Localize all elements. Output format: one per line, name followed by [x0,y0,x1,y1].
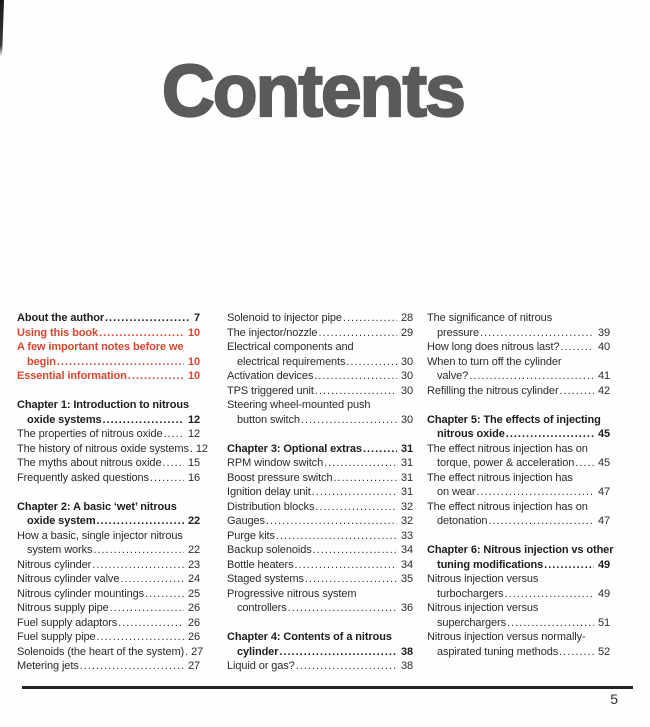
toc-entry-line: A few important notes before we [17,341,184,353]
toc-entry [17,659,200,674]
toc-entry [17,529,200,558]
toc-entry [227,326,413,341]
dot-leader [305,572,397,587]
toc-entry [17,442,208,457]
toc-entry-text: Solenoid to injector pipe [227,312,342,324]
toc-entry-line: The significance of nitrous [427,312,553,324]
toc-page-number: 41 [597,370,610,382]
toc-entry-line [227,384,413,399]
toc-entry-text: electrical requirements [237,355,346,368]
toc-page-number: 32 [400,515,413,527]
toc-entry [17,645,204,660]
toc-entry-line [427,384,610,399]
toc-entry [227,456,413,471]
dot-leader [476,485,594,500]
toc-entry-line [427,616,610,631]
toc-entry-line [17,543,200,558]
dot-leader [97,514,184,529]
toc-page-number: 7 [193,312,200,324]
toc-page-number: 15 [187,457,200,469]
toc-page-number: 34 [400,558,413,571]
toc-group [17,500,204,674]
toc-page-number: 45 [597,457,610,469]
dot-leader [57,355,184,370]
toc-entry [227,369,413,384]
toc-page-number: 35 [400,573,413,585]
toc-entry-text: Gauges [227,515,265,527]
toc-entry-text: Ignition delay unit [227,486,311,498]
toc-entry-line: Nitrous injection versus normally- [427,631,586,643]
dot-leader [128,369,184,384]
toc-entry-text: superchargers [437,616,507,629]
toc-column-1 [17,311,208,674]
dot-leader [163,427,183,442]
dot-leader [145,587,184,602]
toc-group [227,311,413,427]
toc-page-number: 16 [187,471,200,484]
toc-entry-line [227,514,413,529]
toc-entry-text: Staged systems [227,573,304,585]
toc-entry [427,500,610,529]
dot-leader [313,543,397,558]
toc-entry [427,384,610,399]
toc-entry [17,630,200,645]
toc-entry-text: Backup solenoids [227,544,312,556]
toc-entry-text: valve? [437,370,469,382]
dot-leader [105,311,190,326]
toc-entry-line [427,369,610,384]
toc-entry-line [427,558,610,573]
table-of-contents [17,311,614,674]
dot-leader [301,413,397,428]
toc-entry [227,514,413,529]
toc-page-number: 26 [187,602,200,614]
toc-entry [227,558,413,573]
toc-entry [17,471,200,486]
toc-page-number: 30 [400,413,413,426]
toc-entry [227,311,413,326]
toc-page-number: 47 [597,486,610,498]
toc-entry-text: TPS triggered unit [227,384,314,397]
toc-entry-line [227,326,413,341]
toc-entry-text: Chapter 3: Optional extras [227,442,362,455]
toc-entry [17,572,200,587]
toc-entry [227,340,413,369]
toc-entry-text: The injector/nozzle [227,326,318,339]
toc-page-number: 23 [187,558,200,571]
toc-page-number: 24 [187,573,200,585]
dot-leader [488,514,594,529]
dot-leader [266,514,397,529]
toc-column-3 [427,311,614,659]
toc-entry-line: The effect nitrous injection has on [427,500,588,513]
dot-leader [544,558,594,573]
toc-page-number: 27 [187,660,200,672]
toc-entry-line [17,442,208,457]
dot-leader [93,543,184,558]
dot-leader [190,442,192,457]
toc-page-number: 33 [400,529,413,542]
toc-entry-text: Bottle heaters [227,558,294,571]
dot-leader [560,340,594,355]
toc-entry [227,500,413,515]
toc-page-number: 42 [597,384,610,397]
toc-page-number: 26 [187,631,200,643]
toc-page-number: 10 [187,370,200,382]
toc-entry [17,369,200,384]
toc-chapter-entry [427,543,614,572]
toc-entry-text: Using this book [17,326,99,339]
toc-entry-line [227,485,413,500]
dot-leader [559,645,594,660]
toc-entry-text: Solenoids (the heart of the system) [17,645,185,658]
toc-entry-text: torque, power & acceleration [437,457,575,469]
toc-entry-line [427,340,610,355]
toc-entry-text: Fuel supply adaptors [17,616,118,629]
toc-entry-text: Nitrous cylinder mountings [17,587,145,600]
dot-leader [312,485,397,500]
page-number: 5 [610,691,618,707]
toc-entry-line [427,587,610,602]
toc-page-number: 40 [597,341,610,353]
toc-entry-line [227,355,413,370]
dot-leader [276,529,397,544]
toc-entry-line: Chapter 4: Contents of a nitrous [227,631,392,643]
toc-entry-text: aspirated tuning methods [437,645,559,658]
toc-entry-line [17,587,200,602]
toc-page-number: 31 [400,471,413,484]
toc-entry [427,355,610,384]
toc-chapter-entry [227,442,413,457]
toc-group [227,630,413,674]
toc-entry-line: Chapter 1: Introduction to nitrous [17,399,189,411]
toc-page-number: 39 [597,326,610,339]
toc-entry-line [17,427,200,442]
toc-entry-line [427,514,610,529]
toc-entry-line [427,427,610,442]
dot-leader [469,369,594,384]
toc-entry-line [17,601,200,616]
toc-page-number: 45 [597,428,610,440]
dot-leader [110,601,184,616]
toc-page-number: 52 [597,645,610,658]
toc-entry-line [227,442,413,457]
toc-page-number: 29 [400,326,413,339]
toc-group [17,398,208,485]
toc-entry-line [17,413,200,428]
toc-entry-text: pressure [437,326,479,339]
toc-chapter-entry [227,630,413,659]
dot-leader [314,369,397,384]
toc-entry-line [17,514,200,529]
dot-leader [560,384,594,399]
toc-entry-text: button switch [237,413,300,426]
toc-page-number: 30 [400,384,413,397]
dot-leader [343,311,397,326]
dot-leader [279,645,397,660]
dot-leader [575,456,594,471]
toc-page-number: 22 [187,515,200,527]
toc-entry [227,587,413,616]
toc-entry-text: on wear [437,486,476,498]
toc-entry-line: Chapter 2: A basic ‘wet’ nitrous [17,500,177,513]
toc-entry-line [227,543,413,558]
toc-page-number: 49 [597,587,610,600]
toc-entry [227,529,413,544]
toc-entry-text: nitrous oxide [437,428,505,440]
dot-leader [315,384,397,399]
toc-entry-text: Activation devices [227,370,314,382]
toc-entry-line: The effect nitrous injection has on [427,442,588,455]
toc-page-number: 51 [597,616,610,629]
toc-entry-text: Liquid or gas? [227,660,295,672]
dot-leader [506,427,594,442]
dot-leader [103,413,184,428]
toc-entry [427,442,610,471]
toc-group [427,311,610,398]
toc-group [427,413,610,529]
dot-leader [296,659,397,674]
toc-group [17,311,200,384]
toc-entry-line [17,645,204,660]
toc-entry [227,543,413,558]
toc-entry-text: cylinder [237,645,279,658]
dot-leader [120,572,184,587]
toc-page-number: 36 [400,602,413,614]
toc-entry-line [427,485,610,500]
toc-page-number: 25 [187,587,200,600]
toc-entry-text: Essential information [17,370,127,382]
toc-group [227,442,413,616]
toc-page-number: 12 [187,428,200,440]
toc-entry-line [227,500,413,515]
toc-entry [427,572,610,601]
toc-entry-text: tuning modifications [437,558,544,571]
toc-entry-text: controllers [237,602,287,614]
toc-entry [17,616,200,631]
toc-page-number: 32 [400,500,413,513]
toc-entry-line: Progressive nitrous system [227,587,357,600]
toc-entry-text: About the author [17,312,104,324]
toc-entry-line [17,630,200,645]
toc-entry-text: Refilling the nitrous cylinder [427,384,559,397]
toc-entry-text: Nitrous supply pipe [17,602,109,614]
toc-entry-line: When to turn off the cylinder [427,355,562,368]
toc-entry-line [227,558,413,573]
toc-entry-line [17,369,200,384]
dot-leader [185,645,187,660]
toc-entry [17,311,200,326]
toc-entry [227,659,413,674]
dot-leader [162,456,183,471]
toc-entry [227,384,413,399]
toc-entry-line [17,558,200,573]
toc-entry [17,456,200,471]
toc-entry [17,601,200,616]
toc-entry-line: Steering wheel-mounted push [227,399,371,411]
toc-entry-line: Nitrous injection versus [427,602,539,614]
toc-page-number: 31 [400,486,413,498]
toc-entry-text: detonation [437,515,488,527]
toc-entry-line: How a basic, single injector nitrous [17,529,183,542]
toc-page-number: 30 [400,370,413,382]
toc-entry-text: Nitrous cylinder valve [17,573,120,585]
toc-entry-line [17,311,200,326]
toc-entry-text: Metering jets [17,660,79,672]
toc-entry [17,340,200,369]
toc-entry-line [17,659,200,674]
toc-entry-text: RPM window switch [227,457,324,469]
toc-chapter-entry [427,413,610,442]
toc-entry-line [227,471,413,486]
toc-entry [427,630,610,659]
dot-leader [97,630,184,645]
toc-entry-line [227,645,413,660]
footer-rule [22,686,633,689]
toc-page-number: 38 [400,645,413,658]
toc-page-number: 26 [187,616,200,629]
toc-entry [17,326,200,341]
toc-entry-text: begin [27,355,56,368]
toc-entry-text: Purge kits [227,529,275,542]
toc-page-number: 12 [195,442,208,455]
toc-entry-line: Electrical components and [227,341,354,353]
toc-page-number: 49 [597,558,610,571]
dot-leader [99,326,184,341]
toc-entry-text: Nitrous cylinder [17,558,92,571]
toc-page-number: 12 [187,413,200,426]
dot-leader [505,587,594,602]
toc-entry-line [427,456,610,471]
toc-entry [427,601,610,630]
dot-leader [334,471,397,486]
toc-entry-line [227,311,413,326]
toc-entry-text: oxide systems [27,413,102,426]
toc-entry-line [227,369,413,384]
dot-leader [150,471,184,486]
toc-page-number: 30 [400,355,413,368]
scan-edge-artifact [0,0,4,57]
toc-entry-text: The properties of nitrous oxide [17,428,163,440]
dot-leader [324,456,397,471]
toc-entry-text: How long does nitrous last? [427,341,560,353]
dot-leader [315,500,397,515]
toc-entry-text: The history of nitrous oxide systems [17,442,189,455]
toc-entry-line [427,326,610,341]
toc-entry-line [227,601,413,616]
dot-leader [92,558,184,573]
toc-page-number: 22 [187,544,200,556]
toc-entry-text: The myths about nitrous oxide [17,457,162,469]
toc-entry-line [227,572,413,587]
toc-group [427,543,614,659]
dot-leader [294,558,396,573]
toc-entry-text: system works [27,544,93,556]
dot-leader [80,659,184,674]
toc-page-number: 31 [400,442,413,455]
dot-leader [363,442,397,457]
toc-entry-line [17,471,200,486]
toc-entry [227,398,413,427]
toc-entry-line [227,659,413,674]
toc-entry-line [227,413,413,428]
toc-entry [17,427,200,442]
toc-entry [227,572,413,587]
toc-entry-text: Distribution blocks [227,500,315,513]
toc-entry-line [17,456,200,471]
toc-entry-text: Fuel supply pipe [17,631,96,643]
toc-page-number: 10 [187,326,200,339]
toc-entry-line [227,456,413,471]
dot-leader [118,616,184,631]
toc-page-number: 38 [400,660,413,672]
toc-entry-line: The effect nitrous injection has [427,471,573,484]
dot-leader [507,616,594,631]
dot-leader [480,326,594,341]
toc-entry-line: Chapter 5: The effects of injecting [427,413,601,426]
toc-entry-text: Boost pressure switch [227,471,333,484]
toc-entry [17,558,200,573]
toc-entry [227,485,413,500]
toc-entry-text: oxide system [27,515,96,527]
toc-entry [427,311,610,340]
toc-entry-line [17,326,200,341]
toc-column-2 [227,311,413,674]
toc-chapter-entry [17,500,200,529]
toc-entry-line [17,572,200,587]
toc-page-number: 34 [400,544,413,556]
toc-entry-line: Chapter 6: Nitrous injection vs other [427,544,614,556]
toc-entry-line: Nitrous injection versus [427,573,539,585]
toc-chapter-entry [17,398,200,427]
toc-entry [427,340,610,355]
dot-leader [346,355,397,370]
toc-entry-line [17,355,200,370]
toc-entry-line [227,529,413,544]
dot-leader [288,601,397,616]
page-title: Contents [162,51,464,132]
toc-page-number: 28 [400,312,413,324]
toc-entry [227,471,413,486]
toc-entry-text: Frequently asked questions [17,471,149,484]
toc-page-number: 27 [191,645,204,658]
toc-page-number: 31 [400,457,413,469]
toc-page-number: 47 [597,515,610,527]
toc-entry [427,471,610,500]
toc-entry-text: turbochargers [437,587,504,600]
toc-entry-line [427,645,610,660]
toc-page-number: 10 [187,355,200,368]
toc-entry-line [17,616,200,631]
toc-entry [17,587,200,602]
dot-leader [318,326,397,341]
